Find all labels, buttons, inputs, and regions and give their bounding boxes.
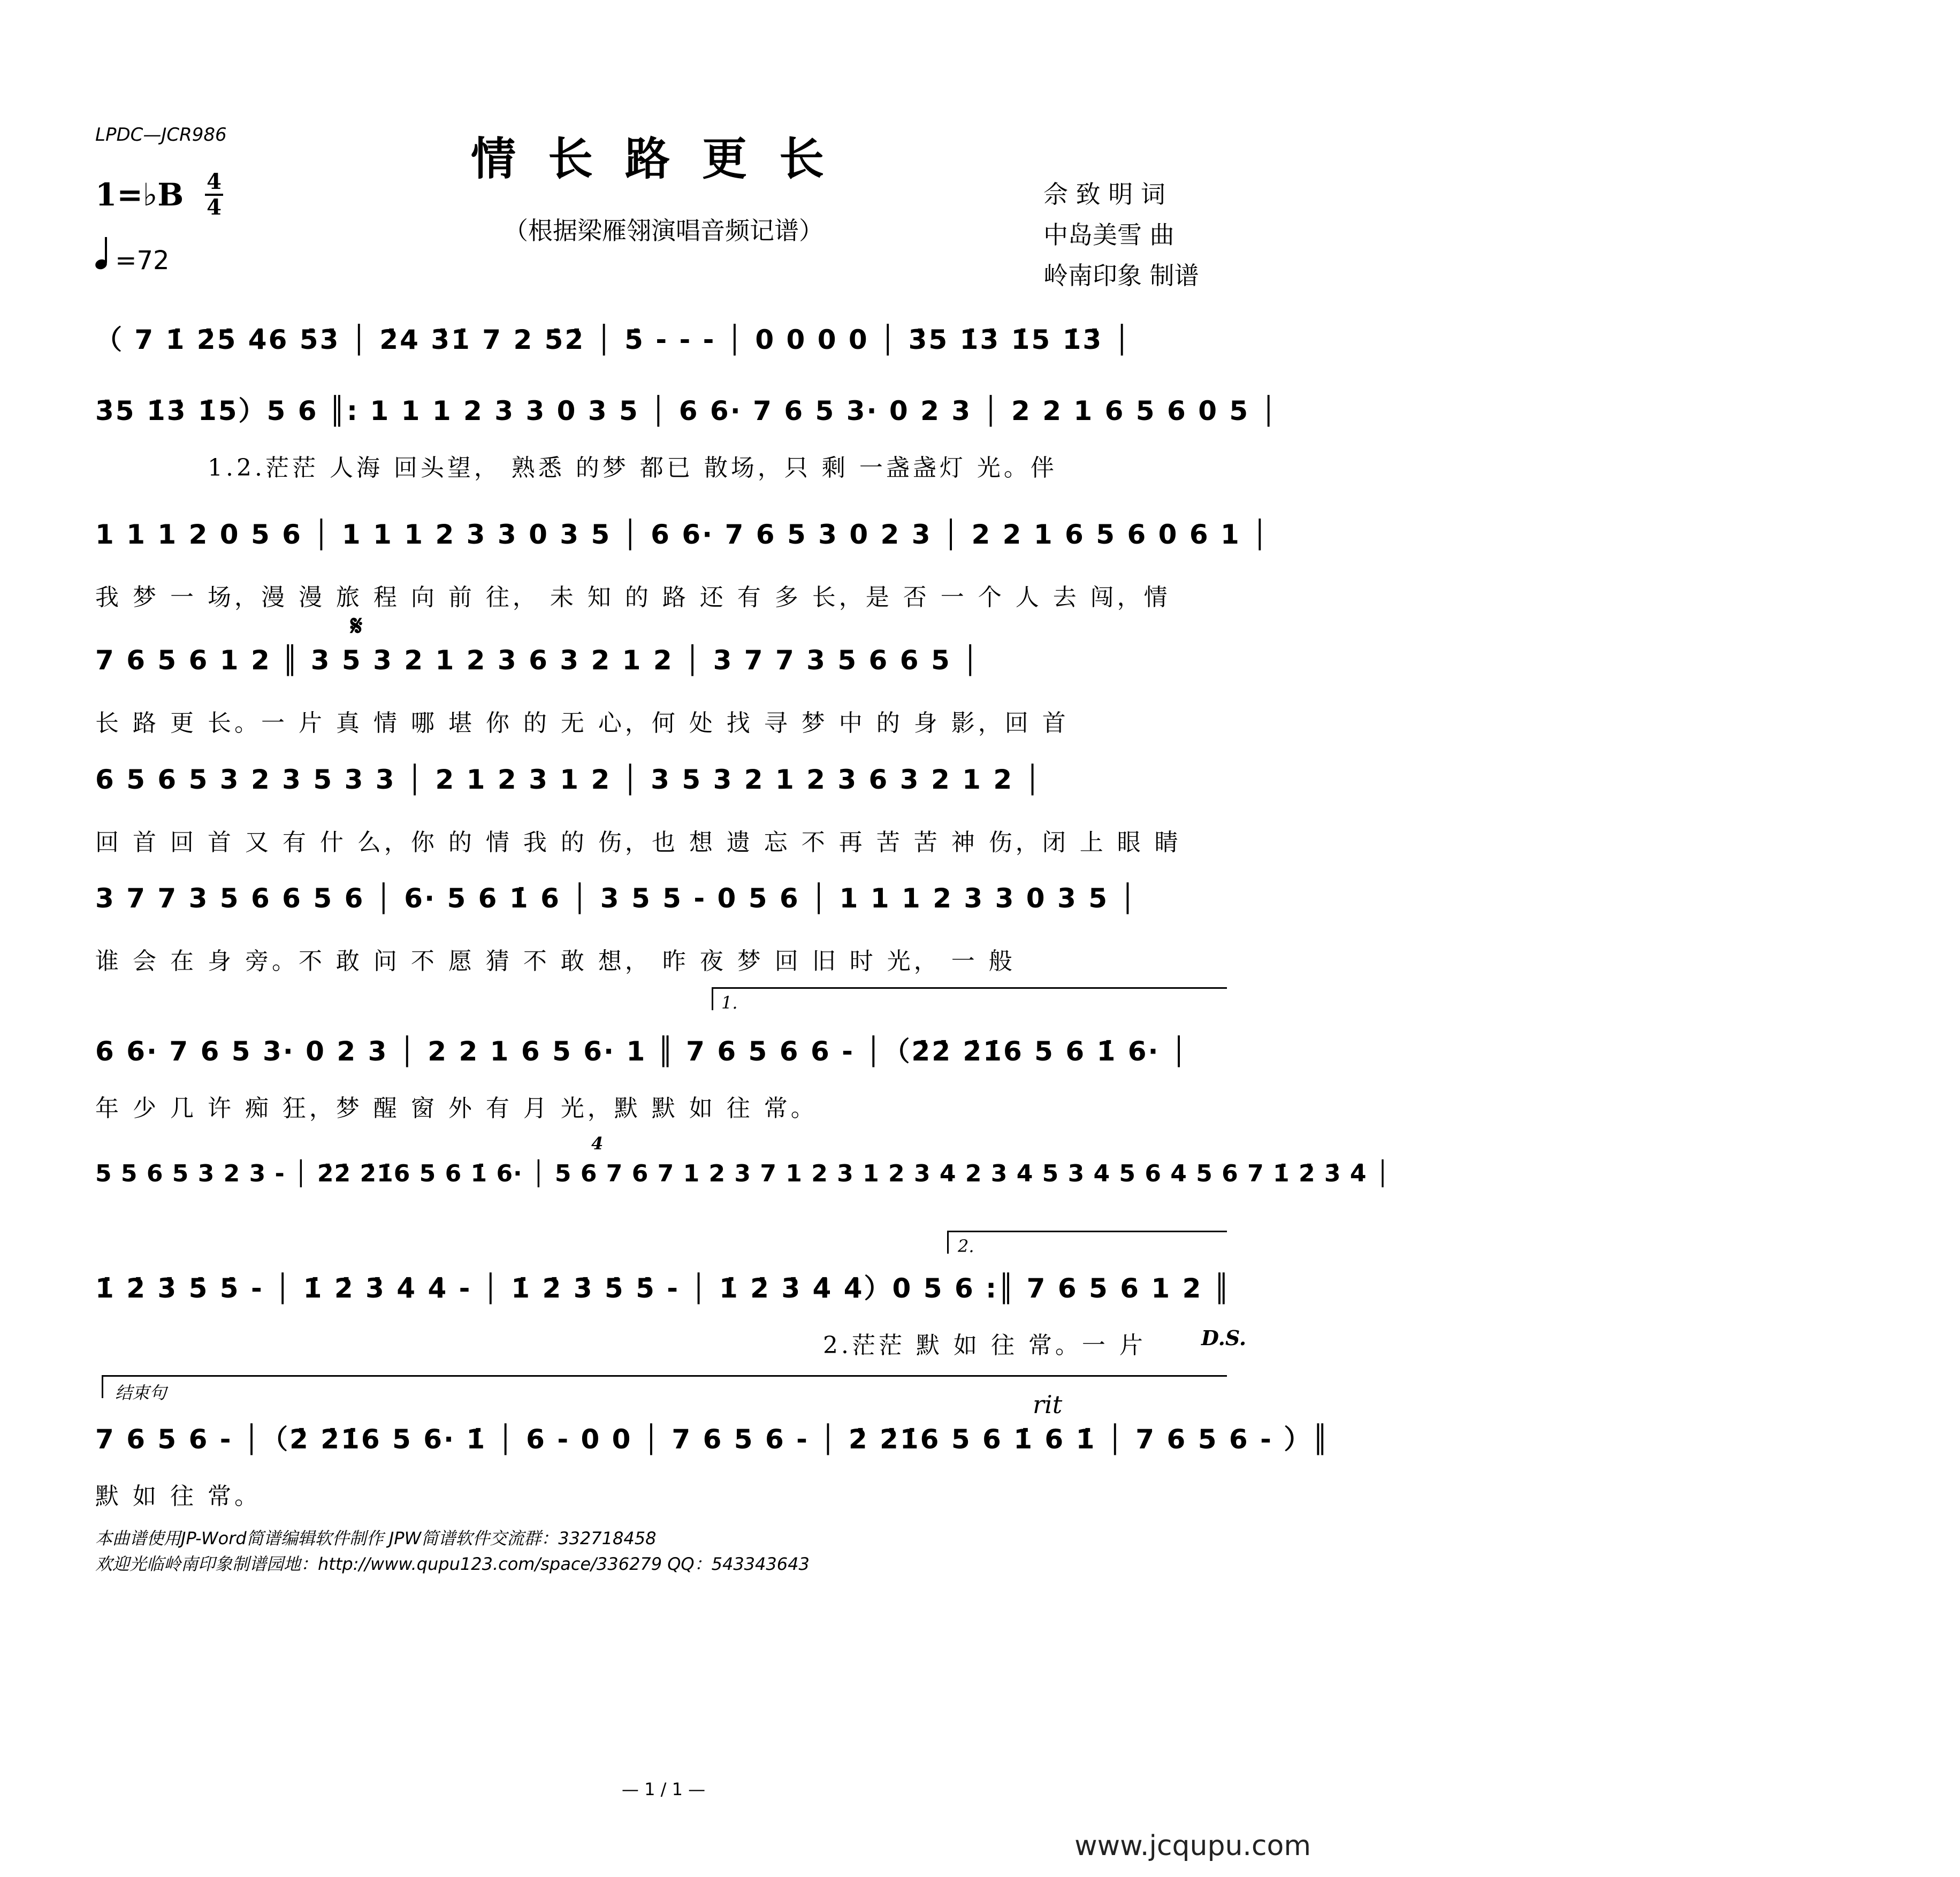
song-title: 情长路更长 [470, 132, 856, 185]
notation-line: 1̇ 2̇ 3̇ 5̇ 5̇ - │ 1̇ 2̇ 3̇ 4̇ 4̇ - │ 1̇ 2̇ 3̇ 5̇ 5̇ - │ 1̇ 2̇ 3̇ 4̇ 4̇）0 5 6 :║ 7 6 5 6 1 2 ║ [95, 1273, 1231, 1304]
tempo-value: =72 [115, 246, 170, 276]
time-signature-bottom: 4 [207, 195, 222, 220]
volta-1-bracket [712, 987, 1227, 1010]
notation-line: 6 5 6 5 3 2 3 5 3 3 │ 2 1 2 3 1 2 │ 3 5 3 2 1 2 3 6 3 2 1 2 │ [95, 764, 1042, 795]
credits [1043, 174, 1199, 296]
lyrics-line: 长 路 更 长。一 片 真 情 哪 堪 你 的 无 心，何 处 找 寻 梦 中 的 身 影，回 首 [95, 709, 1069, 737]
song-subtitle: （根据梁雁翎演唱音频记谱） [504, 216, 823, 245]
quarter-note-stem [105, 237, 107, 263]
credit-composer: 中岛美雪 曲 [1043, 220, 1175, 249]
lyrics-line: 默 如 往 常。 [95, 1483, 261, 1510]
key-signature: 1=♭B [95, 177, 184, 213]
notation-line: （ 7 1̇ 2̇5̇ 4̇6 5̇3̇ │ 2̇4 3̇1̇ 7 2 5̇2̇ │ 5̇ - - - │ 0 0 0 0 │ 3̇5 1̇3̇ 1̇5 1̇3̇ │ [95, 324, 1132, 355]
time-signature-top: 4 [207, 169, 222, 194]
rit-marking: rit [1033, 1390, 1063, 1419]
lyrics-line: 2.茫茫 默 如 往 常。一 片 [823, 1332, 1146, 1359]
volta-2-label: 2. [958, 1236, 974, 1256]
credit-lyricist: 佘 致 明 词 [1043, 180, 1165, 209]
tempo-marking [95, 243, 170, 276]
watermark: www.jcqupu.com [1074, 1830, 1311, 1862]
lyrics-line: 回 首 回 首 又 有 什 么，你 的 情 我 的 伤，也 想 遗 忘 不 再 苦 苦 神 伤，闭 上 眼 睛 [95, 829, 1181, 856]
tuplet-label: 4 [591, 1133, 604, 1154]
notation-line: 1 1 1 2 0 5 6 │ 1 1 1 2 3 3 0 3 5 │ 6 6· 7 6 5 3 0 2 3 │ 2 2 1 6 5 6 0 6 1 │ [95, 519, 1270, 550]
score-code: LPDC—JCR986 [95, 124, 227, 146]
lyrics-line: 谁 会 在 身 旁。不 敢 问 不 愿 猜 不 敢 想， 昨 夜 梦 回 旧 时 光， 一 般 [95, 948, 1016, 975]
credit-transcriber: 岭南印象 制谱 [1043, 261, 1199, 290]
notation-line: 5 5 6 5 3 2 3 - │ 2̇2̇ 2̇1̇6 5 6 1̇ 6· │ 5 6 7 6 7 1 2 3 7 1 2 3 1 2 3 4 2 3 4 5 3 4 5 6 4 5 6 7 1̇ 2̇ 3̇ 4̇ │ [95, 1160, 1391, 1187]
lyrics-line: 1.2.茫茫 人海 回头望， 熟悉 的梦 都已 散场，只 剩 一盏盏灯 光。伴 [208, 454, 1057, 482]
lyrics-line: 年 少 几 许 痴 狂，梦 醒 窗 外 有 月 光，默 默 如 往 常。 [95, 1095, 818, 1122]
notation-line: 7 6 5 6 - │（2̇ 2̇1̇6 5 6· 1̇ │ 6 - 0 0 │ 7 6 5 6 - │ 2̇ 2̇1̇6 5 6 1̇ 6 1̇ │ 7 6 5 6 - ）║ [95, 1424, 1330, 1455]
ds-marking: D.S. [1201, 1326, 1247, 1350]
segno-icon: 𝄋 [350, 610, 363, 642]
volta-1-label: 1. [721, 993, 738, 1013]
volta-2-bracket [947, 1231, 1227, 1254]
lyrics-line: 我 梦 一 场，漫 漫 旅 程 向 前 往， 未 知 的 路 还 有 多 长，是 否 一 个 人 去 闯，情 [95, 584, 1171, 611]
time-signature [203, 170, 225, 219]
notation-line: 6 6· 7 6 5 3· 0 2 3 │ 2 2 1 6 5 6· 1 ║ 7 6 5 6 6 - │（2̇2̇ 2̇1̇6 5 6 1̇ 6· │ [95, 1036, 1189, 1067]
notation-line: 3 7 7 3 5 6 6 5 6 │ 6· 5 6 1̇ 6 │ 3 5 5 - 0 5 6 │ 1 1 1 2 3 3 0 3 5 │ [95, 883, 1138, 914]
ending-label: 结束句 [115, 1383, 167, 1403]
footer-line-1: 本曲谱使用JP-Word简谱编辑软件制作 JPW简谱软件交流群：332718458 [95, 1528, 657, 1548]
page-number: — 1 / 1 — [621, 1779, 706, 1799]
footer-line-2: 欢迎光临岭南印象制谱园地：http://www.qupu123.com/space/336279 QQ：543343643 [95, 1554, 810, 1574]
notation-line: 3̇5 1̇3̇ 1̇5）5 6 ║: 1 1 1 2 3 3 0 3 5 │ 6 6· 7 6 5 3· 0 2 3 │ 2 2 1 6 5 6 0 5 │ [95, 395, 1278, 426]
notation-line: 7 6 5 6 1 2 ║ 3 5 3 2 1 2 3 6 3 2 1 2 │ 3 7 7 3 5 6 6 5 │ [95, 645, 980, 676]
